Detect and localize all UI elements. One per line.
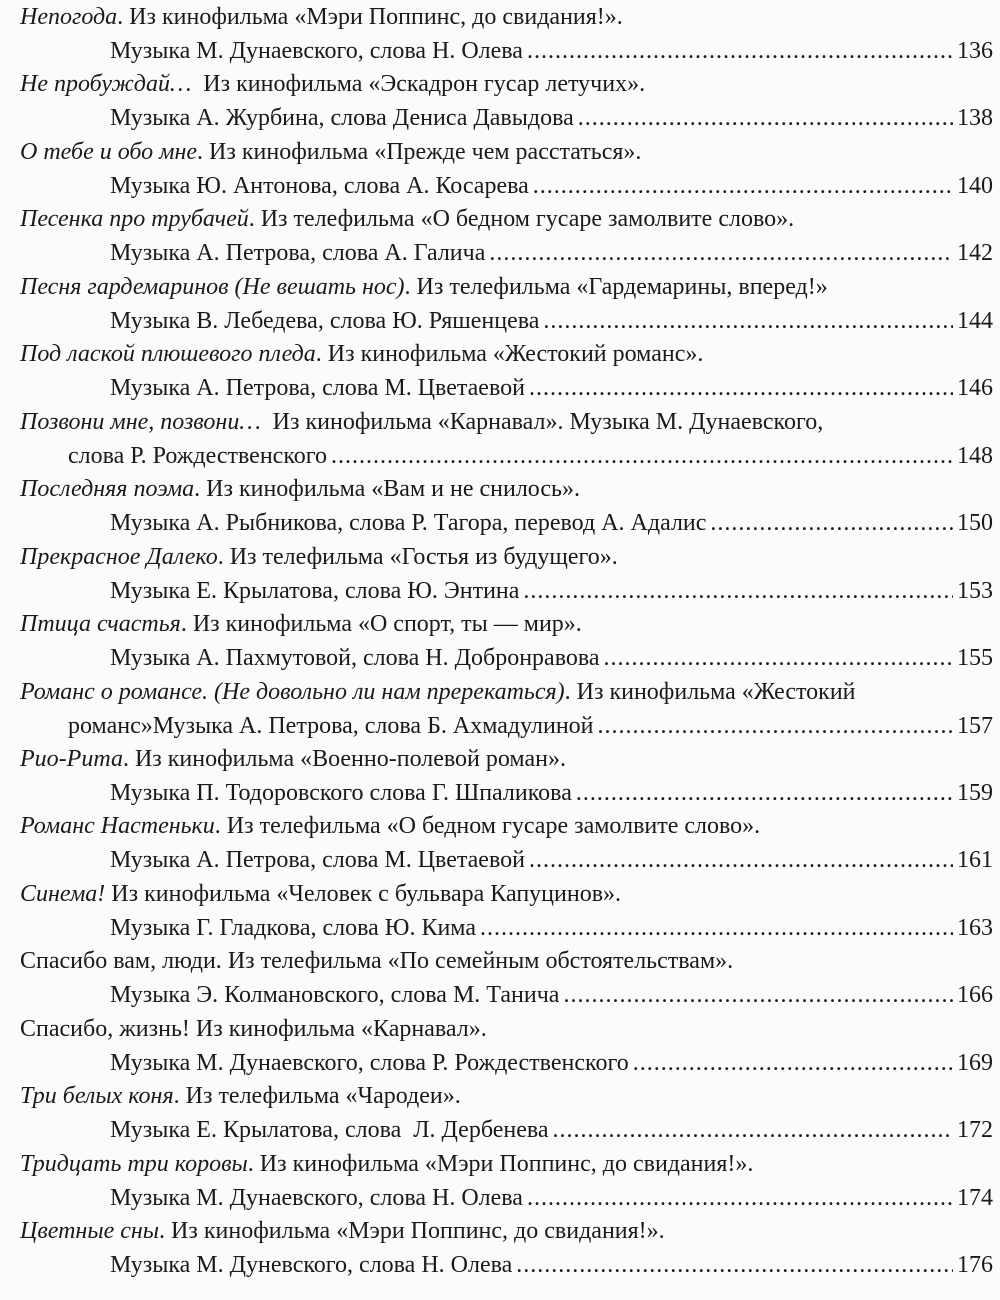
film-source: . Из телефильма «О бедном гусаре замолвите слово».	[214, 813, 761, 840]
page-number: 161	[957, 847, 993, 874]
film-source: . Из кинофильма «Мэри Поппинс, до свидания!».	[117, 4, 623, 30]
dot-leader	[598, 709, 953, 743]
entry-title-line	[20, 1147, 753, 1181]
film-source: . Из кинофильма «Мэри Поппинс, до свидания!».	[247, 1150, 754, 1177]
dot-leader	[543, 304, 953, 338]
entry-credits-line	[110, 34, 993, 68]
entry-title-line	[20, 809, 760, 843]
entry-credits-line	[110, 1181, 993, 1215]
dot-leader	[604, 641, 953, 675]
dot-leader	[527, 1181, 953, 1215]
entry-title-line	[20, 472, 580, 506]
credits: Музыка П. Тодоровского слова Г. Шпаликова	[110, 779, 572, 806]
credits: Музыка Э. Колмановского, слова М. Танича	[110, 982, 560, 1009]
dot-leader	[527, 34, 953, 68]
film-source: . Из кинофильма «О спорт, ты — мир».	[180, 611, 582, 638]
dot-leader	[563, 978, 953, 1012]
entry-title-line	[20, 540, 618, 574]
page-number: 144	[957, 307, 993, 334]
page-number: 172	[957, 1117, 993, 1144]
film-source: . Из кинофильма «Мэри Поппинс, до свидания!».	[159, 1218, 665, 1245]
credits: Музыка М. Дунаевского, слова Н. Олева	[110, 1184, 523, 1211]
page-number: 150	[957, 510, 993, 537]
song-title: Песенка про трубачей	[20, 206, 249, 233]
page-number: 146	[957, 375, 993, 402]
song-title: Прекрасное Далеко	[20, 543, 218, 570]
page-number: 166	[957, 982, 993, 1009]
song-title: Под лаской плюшевого пледа	[20, 341, 316, 368]
page-number: 155	[957, 645, 993, 672]
dot-leader	[576, 776, 953, 810]
film-source: Из кинофильма «Эскадрон гусар летучих».	[191, 71, 646, 98]
entry-credits-line	[110, 101, 993, 135]
page-number: 148	[957, 442, 993, 469]
entry-title-line	[20, 270, 828, 304]
entry-credits-line	[110, 641, 993, 675]
song-title: Тридцать три коровы	[20, 1150, 248, 1177]
entry-title-line	[20, 0, 623, 34]
dot-leader	[578, 101, 953, 135]
entry-credits-line	[110, 169, 993, 203]
page-number: 169	[957, 1049, 993, 1076]
entry-credits-line	[110, 843, 993, 877]
credits: Музыка М. Дуневского, слова Н. Олева	[110, 1252, 513, 1279]
credits: слова Р. Рождественского	[68, 442, 328, 469]
entry-title-line	[20, 675, 856, 709]
film-source: . Из кинофильма «Военно-полевой роман».	[122, 745, 566, 772]
film-source: . Из кинофильма «Вам и не снилось».	[194, 476, 580, 503]
credits: Музыка А. Рыбникова, слова Р. Тагора, перевод А. Адалис	[110, 510, 707, 537]
dot-leader	[529, 843, 953, 877]
film-source: Из кинофильма «Человек с бульвара Капуцинов».	[105, 880, 622, 907]
song-title: Рио-Рита	[20, 745, 123, 772]
dot-leader	[331, 439, 953, 473]
film-source: Из кинофильма «Карнавал». Музыка М. Дунаевского,	[260, 408, 824, 435]
film-source: Из телефильма «По семейным обстоятельствам».	[221, 948, 734, 975]
song-title: О тебе и обо мне	[20, 138, 198, 165]
page-number: 157	[957, 712, 993, 739]
page-number: 174	[957, 1184, 993, 1211]
entry-title-line	[20, 742, 566, 776]
entry-credits-line	[110, 1046, 993, 1080]
entry-credits-line	[110, 1113, 993, 1147]
song-title: Спасибо, жизнь!	[20, 1015, 190, 1042]
page-number: 176	[957, 1252, 993, 1279]
credits: Музыка В. Лебедева, слова Ю. Ряшенцева	[110, 307, 540, 334]
song-title: Синема!	[20, 880, 106, 907]
credits: Музыка А. Петрова, слова А. Галича	[110, 240, 486, 267]
film-source: . Из телефильма «Чародеи».	[173, 1083, 461, 1110]
song-title: Не пробуждай…	[20, 71, 192, 98]
credits: Музыка М. Дунаевского, слова Н. Олева	[110, 38, 523, 64]
dot-leader	[529, 371, 953, 405]
entry-credits-line	[110, 371, 993, 405]
credits: Музыка М. Дунаевского, слова Р. Рождественского	[110, 1049, 629, 1076]
dot-leader	[553, 1113, 953, 1147]
film-source: . Из кинофильма «Прежде чем расстаться».	[197, 138, 642, 165]
entry-title-line	[20, 405, 823, 439]
credits: Музыка Г. Гладкова, слова Ю. Кима	[110, 914, 476, 941]
entry-credits-line	[110, 506, 993, 540]
page-number: 142	[957, 240, 993, 267]
dot-leader	[533, 169, 953, 203]
dot-leader	[633, 1046, 953, 1080]
film-source: . Из кинофильма «Жестокий	[564, 678, 856, 705]
page-number: 163	[957, 914, 993, 941]
song-title: Три белых коня	[20, 1083, 174, 1110]
credits: Музыка А. Петрова, слова М. Цветаевой	[110, 847, 525, 874]
page-number: 138	[957, 105, 993, 132]
entry-credits-line	[68, 439, 993, 473]
entry-credits-line	[110, 574, 993, 608]
song-title: Позвони мне, позвони…	[20, 408, 261, 435]
song-title: Птица счастья	[20, 611, 181, 638]
credits: Музыка А. Петрова, слова М. Цветаевой	[110, 375, 525, 402]
song-title: Спасибо вам, люди.	[20, 948, 222, 975]
film-source: Из кинофильма «Карнавал».	[189, 1015, 487, 1042]
page-number: 136	[957, 38, 993, 64]
entry-title-line	[20, 337, 703, 371]
entry-title-line	[20, 67, 645, 101]
entry-title-line	[20, 877, 621, 911]
song-title: Романс о романсе. (Не довольно ли нам пререкаться)	[20, 678, 565, 705]
credits: Музыка Ю. Антонова, слова А. Косарева	[110, 172, 529, 199]
entry-title-line	[20, 135, 641, 169]
entry-title-line	[20, 1214, 665, 1248]
entry-credits-line	[110, 911, 993, 945]
song-title: Цветные сны	[20, 1218, 160, 1245]
dot-leader	[516, 1248, 953, 1282]
dot-leader	[489, 236, 953, 270]
entry-credits-line	[68, 709, 993, 743]
film-source: . Из телефильма «Гостья из будущего».	[217, 543, 618, 570]
entry-credits-line	[110, 776, 993, 810]
credits: Музыка Е. Крылатова, слова Л. Дербенева	[110, 1117, 549, 1144]
song-title: Романс Настеньки	[20, 813, 215, 840]
film-source: . Из телефильма «Гардемарины, вперед!»	[404, 273, 828, 300]
entry-title-line	[20, 1012, 487, 1046]
credits: романс»Музыка А. Петрова, слова Б. Ахмадулиной	[68, 712, 594, 739]
page-number: 159	[957, 779, 993, 806]
entry-credits-line	[110, 304, 993, 338]
credits: Музыка А. Пахмутовой, слова Н. Добронравова	[110, 645, 600, 672]
entry-credits-line	[110, 1248, 993, 1282]
dot-leader	[523, 574, 953, 608]
dot-leader	[710, 506, 953, 540]
entry-title-line	[20, 1079, 461, 1113]
page-number: 153	[957, 577, 993, 604]
credits: Музыка А. Журбина, слова Дениса Давыдова	[110, 105, 574, 132]
entry-credits-line	[110, 978, 993, 1012]
dot-leader	[480, 911, 953, 945]
entry-title-line	[20, 202, 794, 236]
film-source: . Из телефильма «О бедном гусаре замолвите слово».	[248, 206, 795, 233]
entry-title-line	[20, 944, 733, 978]
song-title: Песня гардемаринов (Не вешать нос)	[20, 273, 405, 300]
song-title: Непогода	[20, 4, 118, 30]
page-number: 140	[957, 172, 993, 199]
song-title: Последняя поэма	[20, 476, 195, 503]
credits: Музыка Е. Крылатова, слова Ю. Энтина	[110, 577, 520, 604]
entry-credits-line	[110, 236, 993, 270]
film-source: . Из кинофильма «Жестокий романс».	[315, 341, 704, 368]
entry-title-line	[20, 607, 582, 641]
